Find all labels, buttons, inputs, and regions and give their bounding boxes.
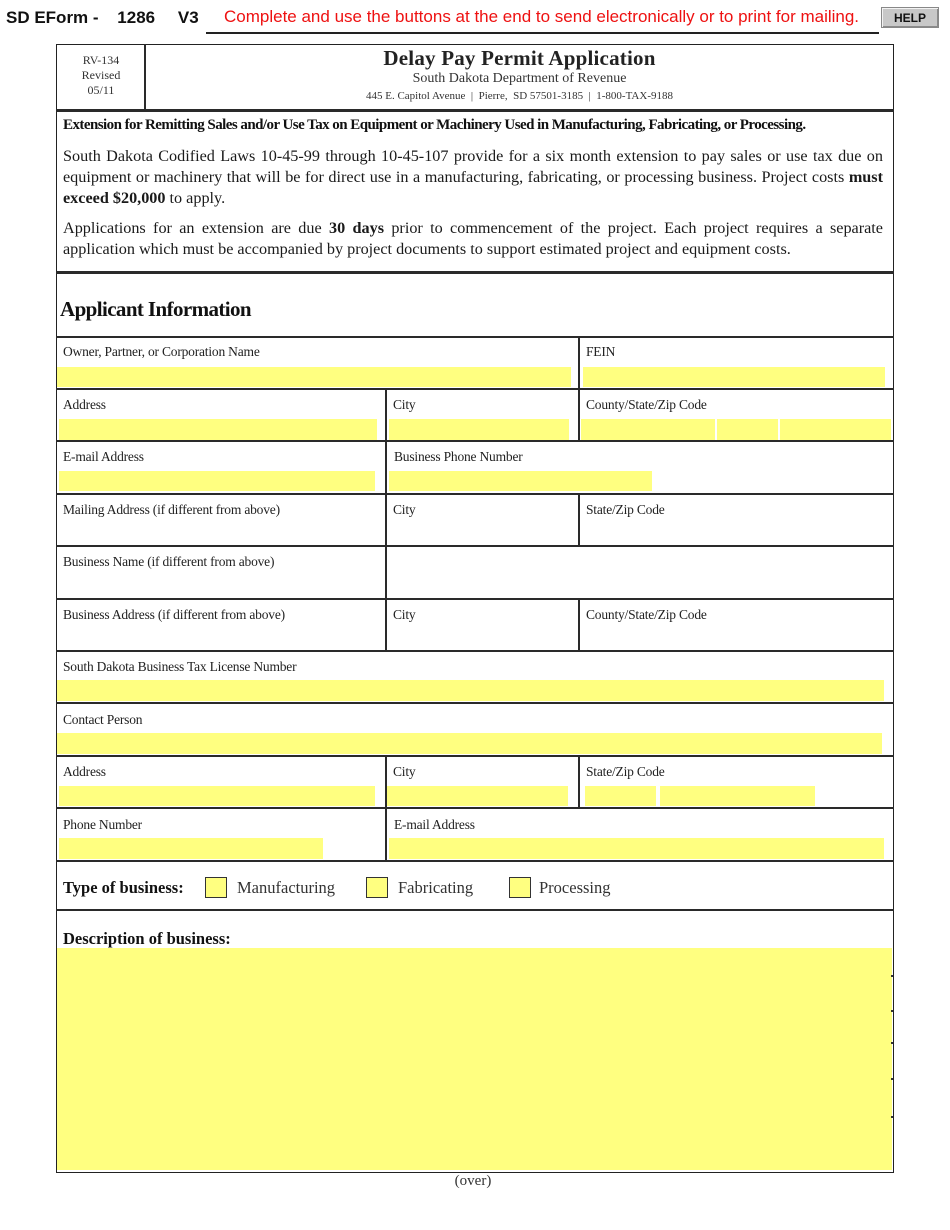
help-button[interactable]: HELP — [881, 7, 939, 28]
contact-person-input[interactable] — [57, 733, 882, 754]
eform-id — [6, 8, 199, 28]
owner-name-input[interactable] — [57, 367, 571, 387]
revised-date: 05/11 — [87, 83, 115, 97]
revised-label: Revised — [81, 68, 121, 82]
intro-paragraph-2 — [63, 218, 883, 260]
city-label: City — [393, 397, 416, 412]
page-continues-note: (over) — [454, 1173, 492, 1189]
row-divider — [56, 650, 894, 652]
intro-emphasis: 30 days — [329, 219, 385, 237]
contact-email-label: E-mail Address — [394, 817, 475, 832]
row-divider — [56, 807, 894, 809]
intro-rule — [56, 271, 894, 274]
tax-license-label: South Dakota Business Tax License Number — [63, 659, 297, 674]
tax-license-input[interactable] — [57, 680, 884, 701]
mailing-address-label: Mailing Address (if different from above) — [63, 502, 280, 517]
department-name: South Dakota Department of Revenue — [412, 71, 627, 86]
contact-zip-input[interactable] — [660, 786, 815, 806]
email-input[interactable] — [59, 471, 375, 491]
margin-tick — [891, 1116, 893, 1118]
margin-tick — [891, 1042, 893, 1044]
intro-emphasis: must exceed $20,000 — [63, 168, 883, 207]
eform-number: 1286 — [117, 8, 156, 27]
form-code: RV-134 — [82, 53, 120, 67]
intro-text: South Dakota Codified Laws 10-45-99 through 10-45-107 provide for a six month extension to pay sales or use tax due on equipment or machinery that will be for direct use in a manufacturing, fabricating, or processing business. Project costs — [63, 147, 883, 186]
business-type-label: Type of business: — [63, 878, 184, 897]
row-divider — [56, 336, 894, 338]
intro-heading: Extension for Remitting Sales and/or Use Tax on Equipment or Machinery Used in Manufacturing, Fabricating, or Processing. — [63, 117, 806, 133]
contact-city-input[interactable] — [387, 786, 568, 806]
email-label: E-mail Address — [63, 449, 144, 464]
county-state-zip-label: County/State/Zip Code — [586, 397, 707, 412]
mailing-city-label: City — [393, 502, 416, 517]
processing-label: Processing — [539, 878, 611, 897]
eform-version: V3 — [177, 8, 199, 27]
instructions-notice: Complete and use the buttons at the end to send electronically or to print for mailing. — [224, 7, 860, 26]
state-input[interactable] — [717, 419, 778, 440]
row-divider — [56, 702, 894, 704]
fabricating-label: Fabricating — [398, 878, 474, 897]
intro-paragraph-1 — [63, 146, 883, 209]
contact-address-label: Address — [63, 764, 106, 779]
row-divider — [56, 909, 894, 911]
owner-name-label: Owner, Partner, or Corporation Name — [63, 344, 260, 359]
contact-state-zip-label: State/Zip Code — [586, 764, 665, 779]
notice-underline — [206, 32, 879, 34]
fein-label: FEIN — [586, 344, 616, 359]
description-textarea[interactable] — [57, 948, 892, 1170]
business-address-label: Business Address (if different from above) — [63, 607, 285, 622]
col-divider — [578, 493, 580, 546]
contact-phone-label: Phone Number — [63, 817, 142, 832]
row-divider — [56, 545, 894, 547]
business-name-label: Business Name (if different from above) — [63, 554, 275, 569]
margin-tick — [891, 975, 893, 977]
contact-email-input[interactable] — [389, 838, 884, 859]
row-divider — [56, 860, 894, 862]
address-label: Address — [63, 397, 106, 412]
section-title: Applicant Information — [60, 297, 252, 321]
col-divider — [578, 755, 580, 808]
contact-city-label: City — [393, 764, 416, 779]
intro-text: prior to commencement of the project. Each project requires a separate application which must be accompanied by project documents to support estimated project and equipment costs. — [63, 219, 883, 258]
col-divider — [578, 598, 580, 651]
intro-text: Applications for an extension are due — [63, 219, 329, 237]
row-divider — [56, 493, 894, 495]
manufacturing-label: Manufacturing — [237, 878, 336, 897]
contact-phone-input[interactable] — [59, 838, 323, 859]
contact-person-label: Contact Person — [63, 712, 143, 727]
header-rule — [56, 109, 894, 112]
address-input[interactable] — [59, 419, 377, 440]
fabricating-checkbox[interactable] — [366, 877, 388, 898]
business-county-state-zip-label: County/State/Zip Code — [586, 607, 707, 622]
processing-checkbox[interactable] — [509, 877, 531, 898]
eform-prefix: SD EForm - — [6, 8, 99, 27]
fein-input[interactable] — [583, 367, 885, 387]
row-divider — [56, 440, 894, 442]
intro-text: to apply. — [165, 189, 226, 207]
margin-tick — [891, 1010, 893, 1012]
margin-tick — [891, 1078, 893, 1080]
business-phone-input[interactable] — [389, 471, 652, 491]
county-input[interactable] — [581, 419, 715, 440]
contact-state-input[interactable] — [585, 786, 656, 806]
department-address: 445 E. Capitol Avenue | Pierre, SD 57501-3185 | 1-800-TAX-9188 — [365, 90, 673, 102]
col-divider — [578, 388, 580, 441]
business-city-label: City — [393, 607, 416, 622]
col-divider — [385, 388, 387, 650]
row-divider — [56, 755, 894, 757]
col-divider — [578, 336, 580, 389]
form-revision — [57, 53, 145, 98]
mailing-state-zip-label: State/Zip Code — [586, 502, 665, 517]
business-phone-label: Business Phone Number — [394, 449, 523, 464]
contact-address-input[interactable] — [59, 786, 375, 806]
city-input[interactable] — [389, 419, 569, 440]
page-title: Delay Pay Permit Application — [383, 46, 656, 70]
col-divider — [385, 755, 387, 861]
description-label: Description of business: — [63, 929, 231, 948]
zip-input[interactable] — [780, 419, 891, 440]
row-divider — [56, 388, 894, 390]
row-divider — [56, 598, 894, 600]
manufacturing-checkbox[interactable] — [205, 877, 227, 898]
